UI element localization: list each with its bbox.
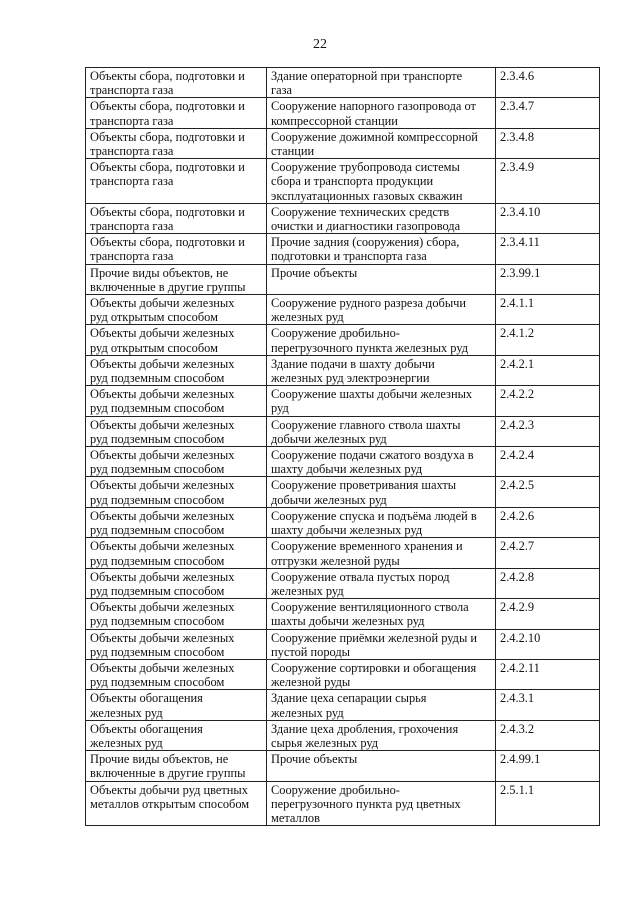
table-row — [86, 751, 600, 781]
object-type-cell: Объекты добычи железных руд подземным способом — [86, 659, 267, 689]
table-row — [86, 98, 600, 128]
object-name-cell: Прочие задния (сооружения) сбора, подготовки и транспорта газа — [267, 234, 496, 264]
object-type-cell: Объекты добычи железных руд подземным способом — [86, 355, 267, 385]
object-type-cell: Объекты добычи железных руд подземным способом — [86, 538, 267, 568]
object-type-cell: Объекты сбора, подготовки и транспорта газа — [86, 68, 267, 98]
object-name-cell: Сооружение дробильно- перегрузочного пункта железных руд — [267, 325, 496, 355]
object-code-cell: 2.5.1.1 — [496, 781, 600, 826]
object-type-cell: Объекты добычи железных руд подземным способом — [86, 447, 267, 477]
object-name-cell: Сооружение дожимной компрессорной станции — [267, 128, 496, 158]
table-row — [86, 325, 600, 355]
object-type-cell: Объекты добычи железных руд открытым способом — [86, 325, 267, 355]
object-code-cell: 2.3.4.11 — [496, 234, 600, 264]
object-name-cell: Сооружение временного хранения и отгрузки железной руды — [267, 538, 496, 568]
object-code-cell: 2.4.2.2 — [496, 386, 600, 416]
object-code-cell: 2.4.1.1 — [496, 295, 600, 325]
object-type-cell: Объекты добычи железных руд подземным способом — [86, 599, 267, 629]
table-row — [86, 568, 600, 598]
object-name-cell: Здание подачи в шахту добычи железных руд электроэнергии — [267, 355, 496, 385]
table-row — [86, 386, 600, 416]
object-type-cell: Объекты сбора, подготовки и транспорта газа — [86, 98, 267, 128]
object-code-cell: 2.4.3.1 — [496, 690, 600, 720]
registry-table-body — [86, 68, 600, 826]
object-code-cell: 2.3.4.9 — [496, 159, 600, 204]
registry-table — [85, 67, 600, 826]
table-row — [86, 447, 600, 477]
object-type-cell: Объекты обогащения железных руд — [86, 690, 267, 720]
object-name-cell: Сооружение напорного газопровода от компрессорной станции — [267, 98, 496, 128]
table-row — [86, 295, 600, 325]
table-row — [86, 264, 600, 294]
object-type-cell: Объекты сбора, подготовки и транспорта газа — [86, 234, 267, 264]
object-code-cell: 2.4.2.8 — [496, 568, 600, 598]
table-row — [86, 128, 600, 158]
object-type-cell: Объекты добычи руд цветных металлов открытым способом — [86, 781, 267, 826]
object-type-cell: Объекты сбора, подготовки и транспорта газа — [86, 128, 267, 158]
object-name-cell: Сооружение трубопровода системы сбора и транспорта продукции эксплуатационных газовых скважин — [267, 159, 496, 204]
object-type-cell: Объекты обогащения железных руд — [86, 720, 267, 750]
object-name-cell: Прочие объекты — [267, 751, 496, 781]
table-row — [86, 416, 600, 446]
object-code-cell: 2.3.4.6 — [496, 68, 600, 98]
table-row — [86, 781, 600, 826]
object-type-cell: Объекты добычи железных руд подземным способом — [86, 477, 267, 507]
object-code-cell: 2.4.2.7 — [496, 538, 600, 568]
object-name-cell: Сооружение отвала пустых пород железных руд — [267, 568, 496, 598]
object-name-cell: Сооружение технических средств очистки и диагностики газопровода — [267, 203, 496, 233]
object-code-cell: 2.4.1.2 — [496, 325, 600, 355]
object-name-cell: Сооружение сортировки и обогащения железной руды — [267, 659, 496, 689]
table-row — [86, 629, 600, 659]
table-row — [86, 159, 600, 204]
object-name-cell: Сооружение проветривания шахты добычи железных руд — [267, 477, 496, 507]
object-code-cell: 2.3.99.1 — [496, 264, 600, 294]
object-name-cell: Сооружение спуска и подъёма людей в шахту добычи железных руд — [267, 507, 496, 537]
object-code-cell: 2.4.3.2 — [496, 720, 600, 750]
table-row — [86, 538, 600, 568]
table-row — [86, 659, 600, 689]
table-row — [86, 355, 600, 385]
object-name-cell: Здание цеха дробления, грохочения сырья железных руд — [267, 720, 496, 750]
object-code-cell: 2.4.99.1 — [496, 751, 600, 781]
page-number: 22 — [313, 37, 327, 52]
object-code-cell: 2.4.2.5 — [496, 477, 600, 507]
object-name-cell: Здание операторной при транспорте газа — [267, 68, 496, 98]
object-code-cell: 2.4.2.10 — [496, 629, 600, 659]
object-type-cell: Объекты добычи железных руд подземным способом — [86, 629, 267, 659]
object-type-cell: Объекты сбора, подготовки и транспорта газа — [86, 203, 267, 233]
object-code-cell: 2.4.2.11 — [496, 659, 600, 689]
object-name-cell: Сооружение дробильно- перегрузочного пункта руд цветных металлов — [267, 781, 496, 826]
object-type-cell: Прочие виды объектов, не включенные в другие группы — [86, 751, 267, 781]
object-type-cell: Прочие виды объектов, не включенные в другие группы — [86, 264, 267, 294]
object-name-cell: Сооружение приёмки железной руды и пустой породы — [267, 629, 496, 659]
object-code-cell: 2.4.2.6 — [496, 507, 600, 537]
object-code-cell: 2.3.4.8 — [496, 128, 600, 158]
object-type-cell: Объекты добычи железных руд подземным способом — [86, 568, 267, 598]
object-name-cell: Здание цеха сепарации сырья железных руд — [267, 690, 496, 720]
object-code-cell: 2.4.2.1 — [496, 355, 600, 385]
object-type-cell: Объекты добычи железных руд подземным способом — [86, 416, 267, 446]
object-name-cell: Сооружение вентиляционного ствола шахты добычи железных руд — [267, 599, 496, 629]
object-name-cell: Сооружение шахты добычи железных руд — [267, 386, 496, 416]
table-row — [86, 690, 600, 720]
table-row — [86, 599, 600, 629]
table-row — [86, 720, 600, 750]
table-row — [86, 68, 600, 98]
object-code-cell: 2.4.2.3 — [496, 416, 600, 446]
table-row — [86, 203, 600, 233]
object-code-cell: 2.4.2.4 — [496, 447, 600, 477]
table-row — [86, 477, 600, 507]
object-type-cell: Объекты добычи железных руд подземным способом — [86, 386, 267, 416]
object-name-cell: Сооружение подачи сжатого воздуха в шахту добычи железных руд — [267, 447, 496, 477]
table-row — [86, 507, 600, 537]
object-code-cell: 2.3.4.7 — [496, 98, 600, 128]
table-row — [86, 234, 600, 264]
object-type-cell: Объекты добычи железных руд подземным способом — [86, 507, 267, 537]
object-code-cell: 2.4.2.9 — [496, 599, 600, 629]
object-name-cell: Сооружение рудного разреза добычи железных руд — [267, 295, 496, 325]
object-name-cell: Прочие объекты — [267, 264, 496, 294]
object-type-cell: Объекты добычи железных руд открытым способом — [86, 295, 267, 325]
object-name-cell: Сооружение главного ствола шахты добычи железных руд — [267, 416, 496, 446]
object-code-cell: 2.3.4.10 — [496, 203, 600, 233]
object-type-cell: Объекты сбора, подготовки и транспорта газа — [86, 159, 267, 204]
